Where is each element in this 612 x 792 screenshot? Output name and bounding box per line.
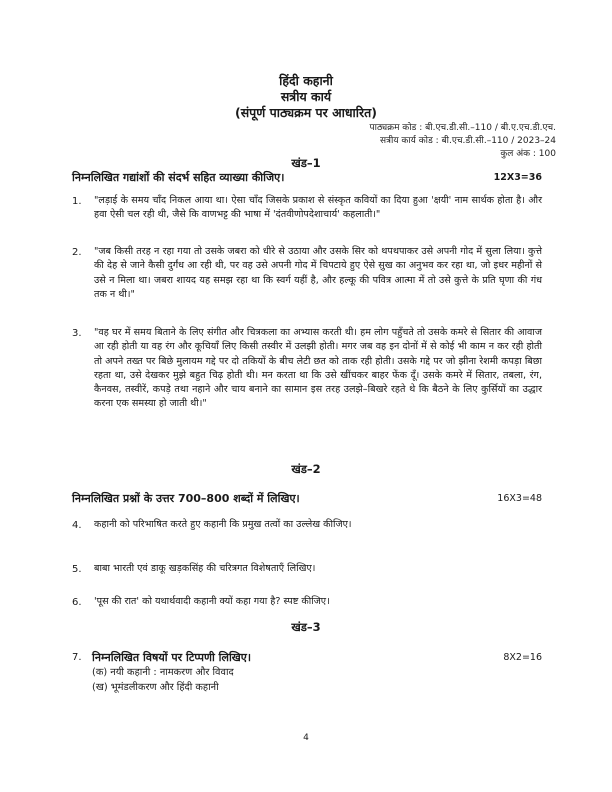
document-scope: (संपूर्ण पाठ्यक्रम पर आधारित) — [235, 105, 377, 120]
question-text: "जब किसी तरह न रहा गया तो उसके जबरा को धीरे से उठाया और उसके सिर को थपथपाकर उसे अपनी गोद में सुला लिया। कुत्ते की देह से जाने कैसी दुर्गंध आ रही थी, पर वह उसे अपनी गोद में चिपटाये हुए ऐसे सुख का अनुभव कर रहा था, जो इधर महीनों से उसे न मिला था। जबरा शायद यह समझ रहा था कि स्वर्ग यहीं है, और हल्कू की पवित्र आत्मा में तो उसे कुत्ते के प्रति घृणा की गंध तक न थी।" — [94, 246, 542, 300]
question-number: 6. — [72, 597, 82, 608]
question-number: 2. — [72, 247, 82, 258]
section-2-instruction: निम्नलिखित प्रश्नों के उत्तर 700–800 शब्दों में लिखिए। — [72, 492, 300, 505]
question-number: 3. — [72, 328, 82, 339]
section-1-instruction: निम्नलिखित गद्यांशों की संदर्भ सहित व्याख्या कीजिए। — [72, 171, 285, 184]
question-text: कहानी को परिभाषित करते हुए कहानी कि प्रमुख तत्वों का उल्लेख कीजिए। — [94, 519, 352, 530]
document-title: हिंदी कहानी — [279, 73, 333, 88]
document-subtitle: सत्रीय कार्य — [280, 89, 332, 104]
question-number: 5. — [72, 564, 82, 575]
assignment-code: सत्रीय कार्य कोड : बी.एच.डी.सी.–110 / 2023–24 — [379, 136, 556, 146]
total-marks: कुल अंक : 100 — [500, 149, 556, 159]
page-number: 4 — [303, 733, 309, 743]
section-1-marks: 12X3=36 — [493, 172, 542, 183]
question-text: 'पूस की रात' को यथार्थवादी कहानी क्यों कहा गया है? स्पष्ट कीजिए। — [94, 596, 330, 607]
question-text: "वह घर में समय बिताने के लिए संगीत और चित्रकला का अभ्यास करती थी। हम लोग पहुँचते तो उसके कमरे से सितार की आवाज आ रही होती या वह रंग और कूचियाँ लिए किसी तस्वीर में उलझी होती। मगर जब वह इन दोनों में से कोई भी काम न कर रही होती तो अपने तख्त पर बिछे मुलायम गद्दे पर दो तकियों के बीच लेटी छत को ताक रही होती। उसके गद्दे पर जो झीना रेशमी कपड़ा बिछा रहता था, उसे देखकर मुझे बहुत चिढ़ होती थी। मन करता था कि उसे खींचकर बाहर फेंक दूँ। उसके कमरे में सितार, तबला, रंग, कैनवस, तस्वीरें, कपड़े तथा नहाने और चाय बनाने का सामान इस तरह उलझे–बिखरे रहते थे कि बैठने के लिए कुर्सियों का उद्धार करना एक समस्या हो जाती थी।" — [94, 327, 542, 410]
section-2-heading: खंड–2 — [291, 462, 321, 476]
section-3-instruction: निम्नलिखित विषयों पर टिप्पणी लिखिए। — [92, 651, 252, 664]
list-item: (ख) भूमंडलीकरण और हिंदी कहानी — [92, 682, 219, 693]
question-number: 7. — [72, 652, 82, 663]
question-number: 1. — [72, 196, 82, 207]
question-number: 4. — [72, 520, 82, 531]
question-text: "लड़ाई के समय चाँद निकल आया था। ऐसा चाँद जिसके प्रकाश से संस्कृत कवियों का दिया हुआ 'क्षयी' नाम सार्थक होता है। और हवा ऐसी चल रही थी, जैसे कि वाणभट्ट की भाषा में 'दंतवीणोपदेशाचार्य' कहलाती।" — [94, 195, 542, 221]
course-code: पाठ्यक्रम कोड : बी.एच.डी.सी.–110 / बी.ए.एच.डी.एच. — [369, 123, 556, 133]
section-2-marks: 16X3=48 — [497, 493, 542, 504]
question-text: बाबा भारती एवं डाकू खड़कसिंह की चरित्रगत विशेषताएँ लिखिए। — [94, 563, 316, 574]
list-item: (क) नयी कहानी : नामकरण और विवाद — [92, 667, 234, 678]
section-3-marks: 8X2=16 — [503, 652, 542, 663]
section-1-heading: खंड–1 — [291, 156, 321, 170]
section-3-heading: खंड–3 — [291, 620, 321, 634]
